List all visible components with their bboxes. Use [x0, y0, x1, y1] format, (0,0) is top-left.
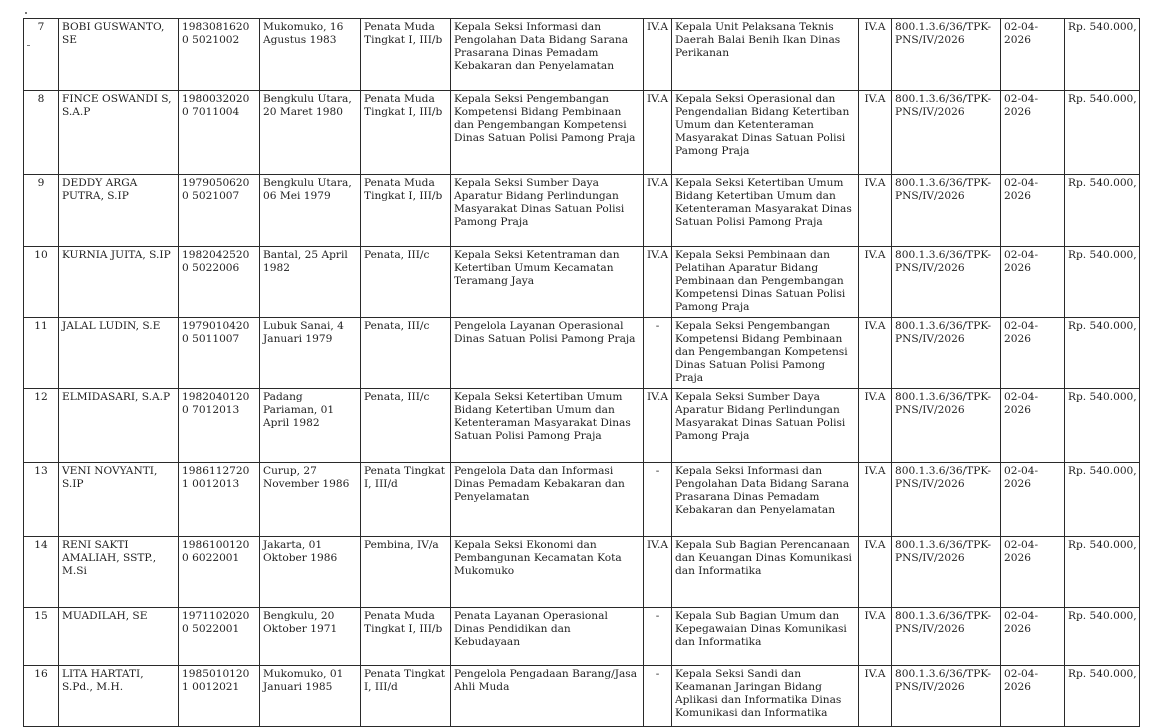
rank-grade: Penata, III/c	[361, 247, 451, 318]
table-row	[24, 175, 1140, 247]
decree-date: 02-04-2026	[1001, 19, 1065, 91]
previous-position: Pengelola Data dan Informasi Dinas Pemadam Kebakaran dan Penyelamatan	[451, 463, 644, 537]
birth-place-date: Bantal, 25 April 1982	[260, 247, 361, 318]
employee-nip: 19861001200 6022001	[179, 537, 260, 608]
decree-date: 02-04-2026	[1001, 175, 1065, 247]
new-position: Kepala Seksi Pembinaan dan Pelatihan Aparatur Bidang Pembinaan dan Pengembangan Kompetensi Dinas Satuan Polisi Pamong Praja	[672, 247, 859, 318]
row-number: 14	[24, 537, 59, 608]
rank-grade: Penata, III/c	[361, 318, 451, 389]
row-number: 8	[24, 91, 59, 175]
decree-date: 02-04-2026	[1001, 91, 1065, 175]
employee-nip: 19820401200 7012013	[179, 389, 260, 463]
previous-position: Penata Layanan Operasional Dinas Pendidikan dan Kebudayaan	[451, 608, 644, 666]
decree-number: 800.1.3.6/36/TPK-PNS/IV/2026	[892, 608, 1001, 666]
table-row	[24, 537, 1140, 608]
new-position: Kepala Seksi Informasi dan Pengolahan Data Bidang Sarana Prasarana Dinas Pemadam Kebakaran dan Penyelamatan	[672, 463, 859, 537]
birth-place-date: Curup, 27 November 1986	[260, 463, 361, 537]
new-echelon: IV.A	[859, 666, 892, 727]
decree-number: 800.1.3.6/36/TPK-PNS/IV/2026	[892, 318, 1001, 389]
previous-position: Kepala Seksi Ketentraman dan Ketertiban Umum Kecamatan Teramang Jaya	[451, 247, 644, 318]
new-position: Kepala Seksi Sumber Daya Aparatur Bidang Perlindungan Masyarakat Dinas Satuan Polisi Pamong Praja	[672, 389, 859, 463]
rank-grade: Penata, III/c	[361, 389, 451, 463]
previous-echelon: IV.A	[644, 91, 672, 175]
birth-place-date: Mukomuko, 16 Agustus 1983	[260, 19, 361, 91]
decree-number: 800.1.3.6/36/TPK-PNS/IV/2026	[892, 389, 1001, 463]
table-row	[24, 389, 1140, 463]
employee-nip: 19850101201 0012021	[179, 666, 260, 727]
decree-date: 02-04-2026	[1001, 666, 1065, 727]
rank-grade: Pembina, IV/a	[361, 537, 451, 608]
employee-nip: 19830816200 5021002	[179, 19, 260, 91]
row-number: 13	[24, 463, 59, 537]
employee-name: KURNIA JUITA, S.IP	[59, 247, 179, 318]
previous-echelon: -	[644, 666, 672, 727]
new-echelon: IV.A	[859, 537, 892, 608]
decree-date: 02-04-2026	[1001, 389, 1065, 463]
decree-number: 800.1.3.6/36/TPK-PNS/IV/2026	[892, 247, 1001, 318]
table-row	[24, 463, 1140, 537]
row-number: 11	[24, 318, 59, 389]
table-row	[24, 318, 1140, 389]
row-number: 16	[24, 666, 59, 727]
previous-position: Kepala Seksi Ketertiban Umum Bidang Ketertiban Umum dan Ketenteraman Masyarakat Dinas Satuan Polisi Pamong Praja	[451, 389, 644, 463]
new-echelon: IV.A	[859, 463, 892, 537]
previous-position: Kepala Seksi Ekonomi dan Pembangunan Kecamatan Kota Mukomuko	[451, 537, 644, 608]
allowance-amount: Rp. 540.000,	[1065, 247, 1140, 318]
new-position: Kepala Unit Pelaksana Teknis Daerah Balai Benih Ikan Dinas Perikanan	[672, 19, 859, 91]
decree-date: 02-04-2026	[1001, 537, 1065, 608]
table-row	[24, 666, 1140, 727]
allowance-amount: Rp. 540.000,	[1065, 608, 1140, 666]
allowance-amount: Rp. 540.000,	[1065, 19, 1140, 91]
previous-echelon: -	[644, 463, 672, 537]
new-position: Kepala Seksi Operasional dan Pengendalian Bidang Ketertiban Umum dan Ketenteraman Masyarakat Dinas Satuan Polisi Pamong Praja	[672, 91, 859, 175]
new-position: Kepala Sub Bagian Umum dan Kepegawaian Dinas Komunikasi dan Informatika	[672, 608, 859, 666]
birth-place-date: Bengkulu, 20 Oktober 1971	[260, 608, 361, 666]
new-echelon: IV.A	[859, 91, 892, 175]
decree-number: 800.1.3.6/36/TPK-PNS/IV/2026	[892, 91, 1001, 175]
scan-speck	[25, 12, 27, 14]
personnel-table	[23, 18, 1140, 727]
allowance-amount: Rp. 540.000,	[1065, 91, 1140, 175]
new-echelon: IV.A	[859, 389, 892, 463]
row-number: 12	[24, 389, 59, 463]
row-number: 7	[24, 19, 59, 91]
row-number: 9	[24, 175, 59, 247]
previous-echelon: IV.A	[644, 389, 672, 463]
allowance-amount: Rp. 540.000,	[1065, 463, 1140, 537]
previous-position: Kepala Seksi Pengembangan Kompetensi Bidang Pembinaan dan Pengembangan Kompetensi Dinas Satuan Polisi Pamong Praja	[451, 91, 644, 175]
decree-number: 800.1.3.6/36/TPK-PNS/IV/2026	[892, 666, 1001, 727]
rank-grade: Penata Muda Tingkat I, III/b	[361, 19, 451, 91]
new-echelon: IV.A	[859, 175, 892, 247]
decree-date: 02-04-2026	[1001, 463, 1065, 537]
allowance-amount: Rp. 540.000,	[1065, 175, 1140, 247]
decree-number: 800.1.3.6/36/TPK-PNS/IV/2026	[892, 19, 1001, 91]
rank-grade: Penata Tingkat I, III/d	[361, 666, 451, 727]
previous-echelon: -	[644, 608, 672, 666]
new-position: Kepala Sub Bagian Perencanaan dan Keuangan Dinas Komunikasi dan Informatika	[672, 537, 859, 608]
new-echelon: IV.A	[859, 608, 892, 666]
employee-name: FINCE OSWANDI S, S.A.P	[59, 91, 179, 175]
employee-name: ELMIDASARI, S.A.P	[59, 389, 179, 463]
employee-nip: 19790104200 5011007	[179, 318, 260, 389]
decree-number: 800.1.3.6/36/TPK-PNS/IV/2026	[892, 175, 1001, 247]
table-row	[24, 91, 1140, 175]
allowance-amount: Rp. 540.000,	[1065, 537, 1140, 608]
employee-nip: 19711020200 5022001	[179, 608, 260, 666]
birth-place-date: Mukomuko, 01 Januari 1985	[260, 666, 361, 727]
rank-grade: Penata Tingkat I, III/d	[361, 463, 451, 537]
birth-place-date: Bengkulu Utara, 06 Mei 1979	[260, 175, 361, 247]
row-number: 15	[24, 608, 59, 666]
decree-number: 800.1.3.6/36/TPK-PNS/IV/2026	[892, 537, 1001, 608]
previous-echelon: IV.A	[644, 247, 672, 318]
decree-number: 800.1.3.6/36/TPK-PNS/IV/2026	[892, 463, 1001, 537]
decree-date: 02-04-2026	[1001, 608, 1065, 666]
previous-position: Kepala Seksi Sumber Daya Aparatur Bidang Perlindungan Masyarakat Dinas Satuan Polisi Pamong Praja	[451, 175, 644, 247]
table-row	[24, 608, 1140, 666]
employee-nip: 19861127201 0012013	[179, 463, 260, 537]
rank-grade: Penata Muda Tingkat I, III/b	[361, 608, 451, 666]
decree-date: 02-04-2026	[1001, 318, 1065, 389]
new-echelon: IV.A	[859, 247, 892, 318]
employee-name: JALAL LUDIN, S.E	[59, 318, 179, 389]
employee-nip: 19790506200 5021007	[179, 175, 260, 247]
new-position: Kepala Seksi Ketertiban Umum Bidang Ketertiban Umum dan Ketenteraman Masyarakat Dinas Satuan Polisi Pamong Praja	[672, 175, 859, 247]
new-position: Kepala Seksi Pengembangan Kompetensi Bidang Pembinaan dan Pengembangan Kompetensi Dinas Satuan Polisi Pamong Praja	[672, 318, 859, 389]
allowance-amount: Rp. 540.000,	[1065, 666, 1140, 727]
birth-place-date: Lubuk Sanai, 4 Januari 1979	[260, 318, 361, 389]
employee-name: DEDDY ARGA PUTRA, S.IP	[59, 175, 179, 247]
previous-echelon: IV.A	[644, 175, 672, 247]
birth-place-date: Bengkulu Utara, 20 Maret 1980	[260, 91, 361, 175]
table-row	[24, 247, 1140, 318]
employee-nip: 19800320200 7011004	[179, 91, 260, 175]
employee-name: MUADILAH, SE	[59, 608, 179, 666]
employee-name: LITA HARTATI, S.Pd., M.H.	[59, 666, 179, 727]
new-echelon: IV.A	[859, 318, 892, 389]
new-position: Kepala Seksi Sandi dan Keamanan Jaringan Bidang Aplikasi dan Informatika Dinas Komunikasi dan Informatika	[672, 666, 859, 727]
employee-nip: 19820425200 5022006	[179, 247, 260, 318]
table-row	[24, 19, 1140, 91]
new-echelon: IV.A	[859, 19, 892, 91]
previous-echelon: IV.A	[644, 19, 672, 91]
previous-position: Pengelola Pengadaan Barang/Jasa Ahli Muda	[451, 666, 644, 727]
previous-echelon: -	[644, 318, 672, 389]
allowance-amount: Rp. 540.000,	[1065, 389, 1140, 463]
previous-position: Kepala Seksi Informasi dan Pengolahan Data Bidang Sarana Prasarana Dinas Pemadam Kebakaran dan Penyelamatan	[451, 19, 644, 91]
allowance-amount: Rp. 540.000,	[1065, 318, 1140, 389]
birth-place-date: Padang Pariaman, 01 April 1982	[260, 389, 361, 463]
rank-grade: Penata Muda Tingkat I, III/b	[361, 175, 451, 247]
previous-position: Pengelola Layanan Operasional Dinas Satuan Polisi Pamong Praja	[451, 318, 644, 389]
employee-name: VENI NOVYANTI, S.IP	[59, 463, 179, 537]
row-number: 10	[24, 247, 59, 318]
decree-date: 02-04-2026	[1001, 247, 1065, 318]
employee-name: BOBI GUSWANTO, SE	[59, 19, 179, 91]
employee-name: RENI SAKTI AMALIAH, SSTP., M.Si	[59, 537, 179, 608]
birth-place-date: Jakarta, 01 Oktober 1986	[260, 537, 361, 608]
rank-grade: Penata Muda Tingkat I, III/b	[361, 91, 451, 175]
previous-echelon: IV.A	[644, 537, 672, 608]
